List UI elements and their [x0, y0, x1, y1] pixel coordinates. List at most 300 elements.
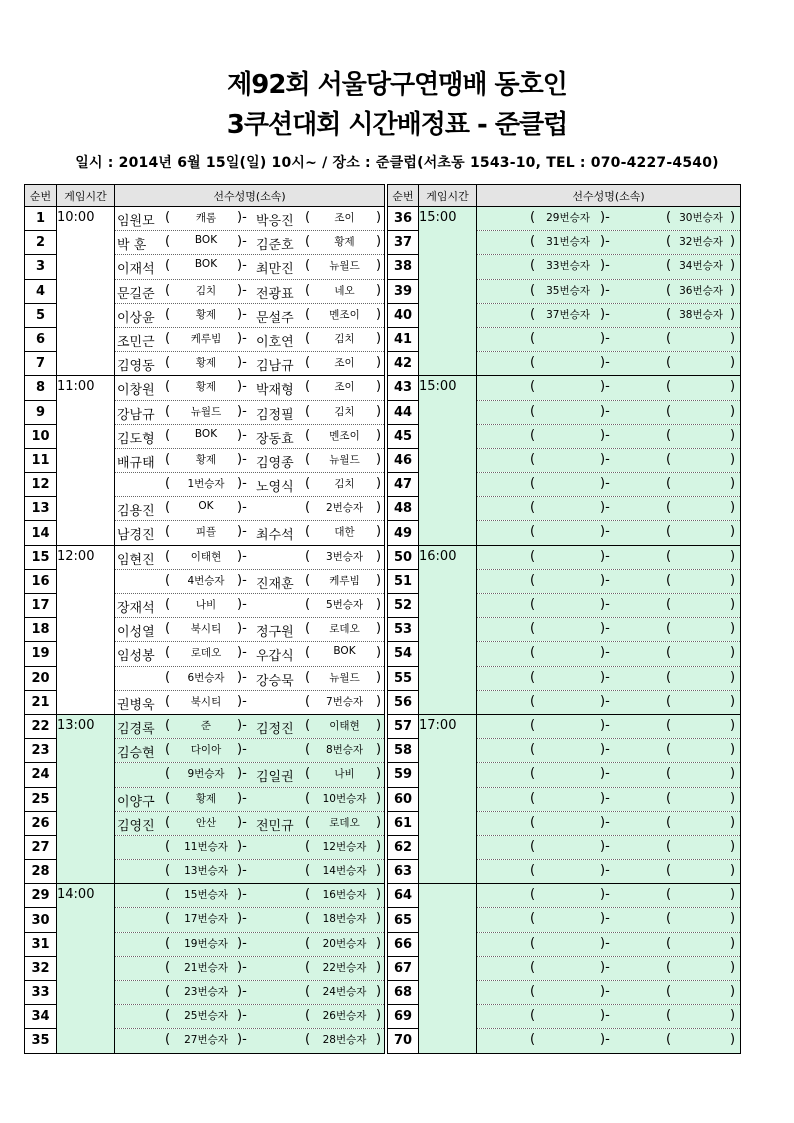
- open-paren: (: [666, 572, 672, 588]
- player2-name: 박재형: [256, 383, 294, 399]
- dash: )-: [237, 959, 247, 975]
- close-paren: ): [376, 355, 382, 371]
- open-paren: (: [165, 355, 171, 371]
- header-time: 게임시간: [419, 185, 477, 207]
- open-paren: (: [666, 524, 672, 540]
- players-cell: [115, 594, 385, 618]
- player2-team: 네오: [334, 284, 355, 297]
- players-cell: [115, 448, 385, 472]
- players-cell: [115, 327, 385, 351]
- open-paren: (: [530, 451, 536, 467]
- open-paren: (: [666, 597, 672, 612]
- open-paren: (: [305, 258, 311, 274]
- match-number: 17: [25, 594, 57, 618]
- match-number: 28: [25, 860, 57, 884]
- players-cell: [477, 981, 741, 1005]
- game-time-cell: [419, 376, 477, 545]
- match-number: 64: [388, 884, 419, 908]
- dash: )-: [237, 524, 247, 540]
- open-paren: (: [666, 1008, 672, 1024]
- match-number: 14: [25, 521, 57, 545]
- open-paren: (: [165, 379, 171, 395]
- close-paren: ): [376, 330, 382, 346]
- close-paren: ): [376, 621, 382, 637]
- open-paren: (: [305, 742, 311, 758]
- close-paren: ): [376, 500, 382, 516]
- open-paren: (: [165, 451, 171, 467]
- match-number: 9: [25, 400, 57, 424]
- open-paren: (: [305, 645, 311, 661]
- players-cell: [115, 690, 385, 714]
- players-cell: [477, 545, 741, 569]
- player1-team: 23번승자: [184, 986, 228, 998]
- match-number: 54: [388, 642, 419, 666]
- players-cell: [477, 908, 741, 932]
- player1-team: 준: [200, 719, 212, 732]
- match-number: 46: [388, 448, 419, 472]
- player2-name: 우갑식: [256, 649, 294, 665]
- open-paren: (: [165, 258, 171, 274]
- open-paren: (: [305, 935, 311, 951]
- dash: )-: [237, 911, 247, 927]
- players-cell: [477, 231, 741, 255]
- players-cell: [115, 545, 385, 569]
- match-number: 65: [388, 908, 419, 932]
- match-number: 2: [25, 231, 57, 255]
- close-paren: ): [376, 693, 382, 709]
- open-paren: (: [666, 766, 672, 782]
- open-paren: (: [666, 451, 672, 467]
- open-paren: (: [165, 669, 171, 685]
- player2-team: 26번승자: [322, 1010, 367, 1023]
- player2-name: 이호연: [256, 334, 294, 350]
- open-paren: (: [305, 355, 311, 371]
- dash: )-: [600, 717, 610, 733]
- player1-name: 임원모: [117, 214, 155, 229]
- close-paren: ): [730, 427, 736, 443]
- player1-name: 박 훈: [117, 238, 147, 254]
- player2-team: 18번승자: [322, 913, 367, 926]
- player2-name: 김정진: [256, 721, 294, 737]
- close-paren: ): [376, 887, 382, 903]
- player1-team: 김치: [195, 284, 217, 297]
- dash: )-: [237, 210, 247, 225]
- players-cell: [115, 400, 385, 424]
- dash: )-: [600, 597, 610, 612]
- dash: )-: [237, 645, 247, 661]
- open-paren: (: [530, 210, 536, 225]
- dash: )-: [600, 621, 610, 637]
- close-paren: ): [730, 645, 736, 661]
- dash: )-: [600, 814, 610, 830]
- open-paren: (: [666, 427, 672, 443]
- player2-name: 최만진: [256, 262, 294, 278]
- players-cell: [115, 811, 385, 835]
- match-number: 56: [388, 690, 419, 714]
- dash: )-: [600, 984, 610, 999]
- open-paren: (: [165, 742, 171, 758]
- open-paren: (: [165, 234, 171, 250]
- open-paren: (: [666, 693, 672, 709]
- open-paren: (: [666, 717, 672, 733]
- player1-team: 케루빔: [190, 332, 222, 345]
- open-paren: (: [305, 597, 311, 612]
- dash: )-: [600, 572, 610, 588]
- close-paren: ): [376, 524, 382, 540]
- dash: )-: [600, 742, 610, 758]
- schedule-table-right: [387, 184, 741, 1054]
- player1-team: 황제: [195, 453, 217, 466]
- dash: )-: [237, 766, 247, 782]
- open-paren: (: [666, 355, 672, 371]
- player2-team: 나비: [334, 768, 355, 781]
- close-paren: ): [730, 717, 736, 733]
- open-paren: (: [666, 814, 672, 830]
- player1-team: 21번승자: [184, 961, 228, 974]
- dash: )-: [600, 524, 610, 540]
- players-cell: [115, 303, 385, 327]
- open-paren: (: [666, 258, 672, 274]
- open-paren: (: [530, 984, 536, 999]
- player1-team: 뉴월드: [190, 405, 222, 418]
- dash: )-: [600, 330, 610, 346]
- open-paren: (: [305, 1008, 311, 1024]
- player2-team: 32번승자: [679, 236, 723, 249]
- open-paren: (: [666, 548, 672, 564]
- match-number: 31: [25, 932, 57, 956]
- close-paren: ): [376, 258, 382, 274]
- dash: )-: [237, 717, 247, 733]
- open-paren: (: [305, 863, 311, 879]
- match-number: 7: [25, 352, 57, 376]
- players-cell: [477, 860, 741, 884]
- close-paren: ): [730, 379, 736, 395]
- close-paren: ): [730, 742, 736, 758]
- match-number: 30: [25, 908, 57, 932]
- players-cell: [115, 231, 385, 255]
- open-paren: (: [165, 911, 171, 927]
- match-row: [25, 207, 385, 231]
- open-paren: (: [666, 911, 672, 927]
- dash: )-: [237, 597, 247, 612]
- dash: )-: [237, 476, 247, 492]
- game-time: 14:00: [57, 887, 95, 903]
- open-paren: (: [530, 330, 536, 346]
- game-time-cell: [57, 884, 115, 1053]
- player2-team: 멘조이: [329, 429, 360, 442]
- open-paren: (: [666, 959, 672, 975]
- player1-name: 이재석: [117, 262, 155, 278]
- player1-team: 황제: [195, 357, 217, 370]
- close-paren: ): [730, 403, 736, 419]
- close-paren: ): [730, 597, 736, 612]
- game-time-cell: [419, 545, 477, 714]
- open-paren: (: [305, 693, 311, 709]
- player2-team: 14번승자: [322, 865, 367, 878]
- open-paren: (: [305, 669, 311, 685]
- player2-team: 뉴월드: [329, 260, 360, 273]
- match-row: [25, 545, 385, 569]
- open-paren: (: [530, 306, 536, 322]
- players-cell: [115, 424, 385, 448]
- open-paren: (: [305, 1032, 311, 1048]
- close-paren: ): [730, 838, 736, 854]
- close-paren: ): [730, 500, 736, 516]
- open-paren: (: [666, 621, 672, 637]
- match-number: 25: [25, 787, 57, 811]
- game-time: 17:00: [419, 717, 457, 733]
- close-paren: ): [376, 1032, 382, 1048]
- open-paren: (: [305, 790, 311, 806]
- player1-team: BOK: [194, 234, 218, 247]
- dash: )-: [600, 911, 610, 927]
- game-time-cell: [57, 545, 115, 714]
- player1-team: 31번승자: [546, 236, 590, 249]
- open-paren: (: [666, 669, 672, 685]
- match-number: 41: [388, 327, 419, 351]
- players-cell: [115, 860, 385, 884]
- dash: )-: [600, 766, 610, 782]
- players-cell: [115, 618, 385, 642]
- player1-team: 25번승자: [184, 1010, 228, 1023]
- player1-team: 17번승자: [184, 913, 228, 926]
- players-cell: [115, 255, 385, 279]
- players-cell: [477, 376, 741, 400]
- close-paren: ): [376, 766, 382, 782]
- player2-team: 10번승자: [322, 792, 367, 805]
- open-paren: (: [165, 306, 171, 322]
- match-row: [25, 714, 385, 738]
- open-paren: (: [305, 476, 311, 492]
- open-paren: (: [530, 1032, 536, 1048]
- open-paren: (: [165, 524, 171, 540]
- dash: )-: [600, 669, 610, 685]
- player2-team: 조이: [334, 357, 355, 370]
- open-paren: (: [305, 403, 311, 419]
- dash: )-: [600, 355, 610, 371]
- game-time-cell: [419, 884, 477, 1053]
- dash: )-: [600, 234, 610, 250]
- player1-team: 29번승자: [546, 212, 590, 224]
- players-cell: [115, 908, 385, 932]
- players-cell: [477, 207, 741, 231]
- player1-name: 김경록: [117, 721, 155, 737]
- close-paren: ): [730, 548, 736, 564]
- open-paren: (: [305, 814, 311, 830]
- dash: )-: [237, 742, 247, 758]
- close-paren: ): [730, 984, 736, 999]
- player2-team: 뉴월드: [329, 671, 360, 684]
- open-paren: (: [305, 234, 311, 250]
- dash: )-: [600, 935, 610, 951]
- open-paren: (: [305, 572, 311, 588]
- match-row: [388, 545, 741, 569]
- close-paren: ): [730, 1008, 736, 1024]
- open-paren: (: [305, 524, 311, 540]
- player2-name: 박응진: [256, 214, 294, 229]
- player1-team: 37번승자: [546, 308, 590, 321]
- player1-name: 이성열: [117, 625, 155, 641]
- player1-name: 임성봉: [117, 649, 155, 665]
- open-paren: (: [165, 838, 171, 854]
- open-paren: (: [530, 355, 536, 371]
- players-cell: [477, 690, 741, 714]
- player1-team: 33번승자: [546, 260, 590, 273]
- close-paren: ): [730, 282, 736, 298]
- dash: )-: [237, 234, 247, 250]
- match-number: 63: [388, 860, 419, 884]
- players-cell: [477, 521, 741, 545]
- dash: )-: [237, 838, 247, 854]
- dash: )-: [237, 451, 247, 467]
- match-number: 32: [25, 956, 57, 980]
- players-cell: [115, 207, 385, 231]
- player2-name: 김영종: [256, 455, 294, 471]
- players-cell: [477, 666, 741, 690]
- match-number: 55: [388, 666, 419, 690]
- player1-name: 문길준: [117, 286, 155, 302]
- player1-team: 9번승자: [187, 768, 225, 781]
- dash: )-: [237, 330, 247, 346]
- match-number: 24: [25, 763, 57, 787]
- match-row: [388, 714, 741, 738]
- open-paren: (: [666, 210, 672, 225]
- open-paren: (: [666, 863, 672, 879]
- open-paren: (: [530, 234, 536, 250]
- players-cell: [115, 473, 385, 497]
- player2-name: 강승묵: [256, 673, 294, 689]
- match-number: 36: [388, 207, 419, 231]
- close-paren: ): [376, 476, 382, 492]
- match-number: 52: [388, 594, 419, 618]
- game-time-cell: [57, 376, 115, 545]
- player2-team: 8번승자: [325, 744, 364, 757]
- close-paren: ): [730, 258, 736, 274]
- dash: )-: [237, 572, 247, 588]
- match-number: 43: [388, 376, 419, 400]
- player2-team: 24번승자: [322, 986, 367, 998]
- open-paren: (: [666, 645, 672, 661]
- game-time-cell: [419, 714, 477, 883]
- player1-team: 19번승자: [184, 937, 228, 950]
- match-number: 26: [25, 811, 57, 835]
- open-paren: (: [666, 234, 672, 250]
- open-paren: (: [165, 330, 171, 346]
- player1-team: 로데오: [190, 647, 222, 660]
- player1-name: 이창원: [117, 383, 155, 399]
- player2-team: 7번승자: [325, 695, 364, 708]
- players-cell: [477, 303, 741, 327]
- player1-name: 남경진: [117, 528, 155, 544]
- open-paren: (: [165, 597, 171, 612]
- open-paren: (: [530, 403, 536, 419]
- dash: )-: [237, 500, 247, 516]
- close-paren: ): [730, 1032, 736, 1048]
- players-cell: [115, 956, 385, 980]
- open-paren: (: [666, 306, 672, 322]
- players-cell: [115, 497, 385, 521]
- open-paren: (: [165, 500, 171, 516]
- open-paren: (: [165, 984, 171, 999]
- close-paren: ): [376, 814, 382, 830]
- dash: )-: [600, 451, 610, 467]
- open-paren: (: [666, 282, 672, 298]
- match-number: 12: [25, 473, 57, 497]
- close-paren: ): [730, 621, 736, 637]
- players-cell: [477, 279, 741, 303]
- dash: )-: [237, 1032, 247, 1048]
- open-paren: (: [305, 379, 311, 395]
- player1-name: 김도형: [117, 431, 155, 447]
- players-cell: [477, 714, 741, 738]
- player1-team: 6번승자: [187, 671, 225, 684]
- open-paren: (: [530, 887, 536, 903]
- players-cell: [477, 448, 741, 472]
- match-row: [25, 884, 385, 908]
- open-paren: (: [305, 500, 311, 516]
- close-paren: ): [730, 355, 736, 371]
- open-paren: (: [530, 911, 536, 927]
- close-paren: ): [376, 645, 382, 661]
- dash: )-: [600, 210, 610, 225]
- match-number: 23: [25, 739, 57, 763]
- players-cell: [477, 594, 741, 618]
- player1-name: 김승현: [117, 746, 155, 762]
- open-paren: (: [305, 887, 311, 903]
- dash: )-: [237, 984, 247, 999]
- match-row: [25, 376, 385, 400]
- match-number: 57: [388, 714, 419, 738]
- match-number: 70: [388, 1029, 419, 1053]
- open-paren: (: [305, 306, 311, 322]
- dash: )-: [237, 403, 247, 419]
- dash: )-: [600, 1008, 610, 1024]
- players-cell: [115, 835, 385, 859]
- open-paren: (: [165, 766, 171, 782]
- close-paren: ): [730, 476, 736, 492]
- open-paren: (: [666, 742, 672, 758]
- match-number: 68: [388, 981, 419, 1005]
- dash: )-: [237, 693, 247, 709]
- players-cell: [115, 376, 385, 400]
- open-paren: (: [305, 330, 311, 346]
- player2-name: 정구원: [256, 625, 294, 641]
- match-number: 45: [388, 424, 419, 448]
- players-cell: [477, 811, 741, 835]
- open-paren: (: [666, 500, 672, 516]
- player1-team: 이태현: [190, 550, 222, 563]
- open-paren: (: [305, 984, 311, 999]
- close-paren: ): [730, 887, 736, 903]
- match-number: 40: [388, 303, 419, 327]
- open-paren: (: [666, 476, 672, 492]
- player1-name: 장재석: [117, 601, 155, 616]
- open-paren: (: [305, 451, 311, 467]
- player2-team: 20번승자: [322, 937, 367, 950]
- open-paren: (: [530, 548, 536, 564]
- schedule-table-left: [24, 184, 385, 1054]
- match-number: 27: [25, 835, 57, 859]
- match-number: 18: [25, 618, 57, 642]
- players-cell: [477, 569, 741, 593]
- player2-team: 16번승자: [322, 889, 367, 902]
- game-time: 12:00: [57, 548, 95, 564]
- player2-team: 로데오: [329, 816, 360, 829]
- open-paren: (: [666, 379, 672, 395]
- close-paren: ): [730, 524, 736, 540]
- game-time-cell: [57, 207, 115, 376]
- players-cell: [477, 956, 741, 980]
